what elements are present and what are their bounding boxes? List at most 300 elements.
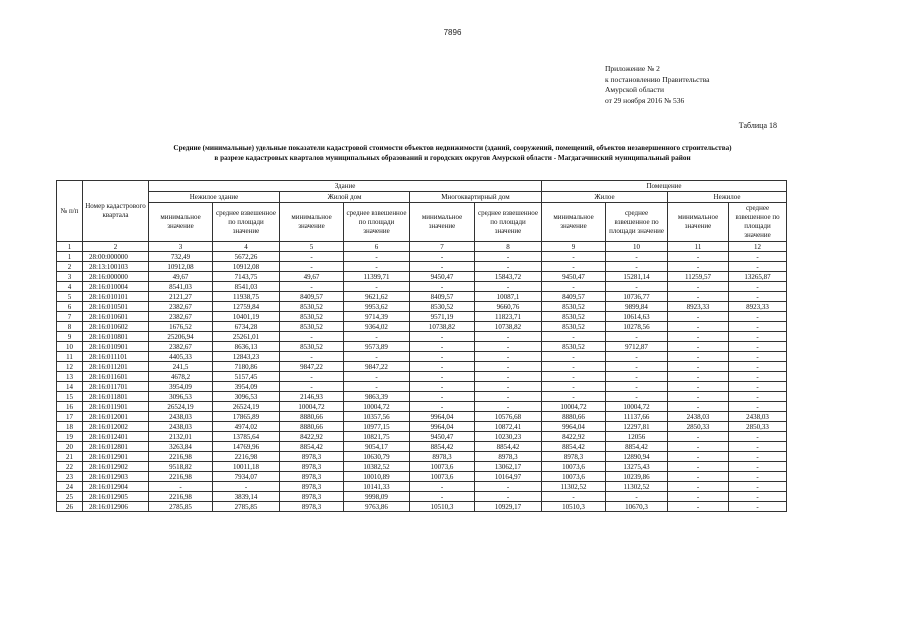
value-cell: - (668, 322, 729, 332)
value-cell: 10141,33 (344, 482, 410, 492)
col-number: 12 (729, 242, 787, 252)
quarter-cell: 28:00:000000 (83, 252, 149, 262)
document-title (100, 143, 805, 163)
value-cell: - (542, 492, 606, 502)
header-group: Нежилое здание (149, 192, 280, 203)
value-cell: 10670,3 (606, 502, 668, 512)
value-cell: 26524,19 (149, 402, 213, 412)
row-number-cell: 25 (57, 492, 83, 502)
value-cell: 8409,57 (280, 292, 344, 302)
value-cell: 3954,09 (149, 382, 213, 392)
value-cell: - (344, 262, 410, 272)
value-cell: 9054,17 (344, 442, 410, 452)
value-cell: - (606, 352, 668, 362)
value-cell: 6734,28 (213, 322, 280, 332)
value-cell: 8854,42 (606, 442, 668, 452)
value-cell: - (542, 382, 606, 392)
value-cell: 10821,75 (344, 432, 410, 442)
value-cell: 8978,3 (280, 452, 344, 462)
table-row (57, 352, 787, 362)
table-row (57, 372, 787, 382)
value-cell: 8978,3 (410, 452, 475, 462)
quarter-cell: 28:16:012001 (83, 412, 149, 422)
value-cell: 9450,47 (410, 432, 475, 442)
table-row (57, 472, 787, 482)
title-line: в разрезе кадастровых кварталов муниципальных образований и городских округов Амурской области - Магдагачинский муниципальный район (214, 154, 691, 162)
value-cell: 10912,08 (213, 262, 280, 272)
value-cell: 10004,72 (344, 402, 410, 412)
value-cell: - (668, 362, 729, 372)
row-number-cell: 22 (57, 462, 83, 472)
value-cell: 8530,52 (542, 342, 606, 352)
value-cell: - (606, 262, 668, 272)
value-cell: - (344, 372, 410, 382)
value-cell: 12056 (606, 432, 668, 442)
annex-line: Амурской области (605, 85, 664, 94)
value-cell: - (668, 442, 729, 452)
value-cell: 5157,45 (213, 372, 280, 382)
value-cell: - (280, 382, 344, 392)
value-cell: - (668, 252, 729, 262)
value-cell: 9899,84 (606, 302, 668, 312)
table-row (57, 502, 787, 512)
cadastral-value-table (56, 180, 787, 512)
table-row (57, 342, 787, 352)
value-cell: - (213, 482, 280, 492)
value-cell: - (606, 382, 668, 392)
quarter-cell: 28:16:012906 (83, 502, 149, 512)
annex-line: от 29 ноября 2016 № 536 (605, 95, 685, 105)
value-cell: 12297,81 (606, 422, 668, 432)
value-cell: - (410, 332, 475, 342)
value-cell: - (542, 332, 606, 342)
header-min: минимальное значение (668, 203, 729, 242)
value-cell: 10004,72 (280, 402, 344, 412)
value-cell: 2216,98 (149, 452, 213, 462)
value-cell: 9518,82 (149, 462, 213, 472)
value-cell: 10401,19 (213, 312, 280, 322)
value-cell: 8880,66 (280, 412, 344, 422)
value-cell: - (729, 382, 787, 392)
value-cell: - (729, 332, 787, 342)
value-cell: - (475, 362, 542, 372)
row-number-cell: 3 (57, 272, 83, 282)
value-cell: 8978,3 (280, 482, 344, 492)
header-premises: Помещение (542, 181, 787, 192)
value-cell: 11399,71 (344, 272, 410, 282)
quarter-cell: 28:16:011801 (83, 392, 149, 402)
table-row (57, 302, 787, 312)
value-cell: 11259,57 (668, 272, 729, 282)
row-number-cell: 17 (57, 412, 83, 422)
value-cell: 10239,86 (606, 472, 668, 482)
value-cell: 8530,52 (280, 322, 344, 332)
table-row (57, 322, 787, 332)
value-cell: 8530,52 (280, 342, 344, 352)
value-cell: - (280, 262, 344, 272)
value-cell: 2382,67 (149, 302, 213, 312)
value-cell: - (280, 372, 344, 382)
table-body (57, 252, 787, 512)
value-cell: 11938,75 (213, 292, 280, 302)
value-cell: 10738,82 (475, 322, 542, 332)
value-cell: - (606, 332, 668, 342)
value-cell: 3263,84 (149, 442, 213, 452)
value-cell: - (410, 392, 475, 402)
value-cell: - (475, 492, 542, 502)
quarter-cell: 28:16:010004 (83, 282, 149, 292)
value-cell: 2121,27 (149, 292, 213, 302)
row-number-cell: 21 (57, 452, 83, 462)
value-cell: 9660,76 (475, 302, 542, 312)
value-cell: 10382,52 (344, 462, 410, 472)
value-cell: 10073,6 (410, 462, 475, 472)
value-cell: - (729, 252, 787, 262)
quarter-cell: 28:16:010901 (83, 342, 149, 352)
value-cell: - (410, 262, 475, 272)
value-cell: 4405,33 (149, 352, 213, 362)
value-cell: 10929,17 (475, 502, 542, 512)
value-cell: 13275,43 (606, 462, 668, 472)
value-cell: 11302,52 (542, 482, 606, 492)
annex-block (605, 64, 709, 106)
value-cell: - (668, 352, 729, 362)
table-row (57, 402, 787, 412)
header-min: минимальное значение (280, 203, 344, 242)
row-number-cell: 2 (57, 262, 83, 272)
value-cell: 5672,26 (213, 252, 280, 262)
value-cell: 8422,92 (542, 432, 606, 442)
table-row (57, 272, 787, 282)
value-cell: - (668, 382, 729, 392)
value-cell: 8541,03 (149, 282, 213, 292)
value-cell: 8541,03 (213, 282, 280, 292)
header-avg: среднее взвешенное по площади значение (729, 203, 787, 242)
value-cell: - (542, 392, 606, 402)
value-cell: 9450,47 (410, 272, 475, 282)
value-cell: 9763,86 (344, 502, 410, 512)
table-row (57, 362, 787, 372)
quarter-cell: 28:16:011701 (83, 382, 149, 392)
col-number: 5 (280, 242, 344, 252)
quarter-cell: 28:16:012905 (83, 492, 149, 502)
quarter-cell: 28:16:012401 (83, 432, 149, 442)
value-cell: 1676,52 (149, 322, 213, 332)
value-cell: 8530,52 (542, 302, 606, 312)
value-cell: 10073,6 (542, 462, 606, 472)
value-cell: - (344, 252, 410, 262)
value-cell: 8530,52 (410, 302, 475, 312)
value-cell: 8978,3 (280, 472, 344, 482)
value-cell: - (410, 282, 475, 292)
value-cell: 2382,67 (149, 342, 213, 352)
value-cell: 49,67 (280, 272, 344, 282)
value-cell: 9621,62 (344, 292, 410, 302)
value-cell: - (410, 252, 475, 262)
header-group: Нежилое (668, 192, 787, 203)
value-cell: - (475, 382, 542, 392)
value-cell: 12843,23 (213, 352, 280, 362)
col-number: 1 (57, 242, 83, 252)
value-cell: 10011,18 (213, 462, 280, 472)
value-cell: - (542, 282, 606, 292)
quarter-cell: 28:16:012903 (83, 472, 149, 482)
value-cell: - (729, 502, 787, 512)
value-cell: - (344, 352, 410, 362)
value-cell: - (410, 372, 475, 382)
table-row (57, 292, 787, 302)
table-row (57, 282, 787, 292)
value-cell: - (475, 282, 542, 292)
table-row (57, 392, 787, 402)
value-cell: 9364,02 (344, 322, 410, 332)
annex-line: Приложение № 2 (605, 64, 660, 73)
table-row (57, 382, 787, 392)
value-cell: 3096,53 (149, 392, 213, 402)
value-cell: - (729, 402, 787, 412)
value-cell: 8854,42 (475, 442, 542, 452)
header-min: минимальное значение (410, 203, 475, 242)
col-number: 9 (542, 242, 606, 252)
value-cell: 10977,15 (344, 422, 410, 432)
header-group: Жилое (542, 192, 668, 203)
value-cell: 10357,56 (344, 412, 410, 422)
value-cell: 9953,62 (344, 302, 410, 312)
value-cell: - (606, 362, 668, 372)
value-cell: - (475, 262, 542, 272)
value-cell: - (668, 312, 729, 322)
table-row (57, 252, 787, 262)
quarter-cell: 28:13:100103 (83, 262, 149, 272)
value-cell: 8409,57 (542, 292, 606, 302)
header-group: Многоквартирный дом (410, 192, 542, 203)
table-row (57, 332, 787, 342)
value-cell: 8978,3 (542, 452, 606, 462)
value-cell: - (668, 332, 729, 342)
value-cell: 8923,33 (668, 302, 729, 312)
table-row (57, 412, 787, 422)
col-number: 6 (344, 242, 410, 252)
value-cell: 2216,98 (149, 472, 213, 482)
value-cell: 7143,75 (213, 272, 280, 282)
value-cell: 9450,47 (542, 272, 606, 282)
value-cell: - (410, 402, 475, 412)
value-cell: 10510,3 (410, 502, 475, 512)
value-cell: 17865,89 (213, 412, 280, 422)
value-cell: 2382,67 (149, 312, 213, 322)
quarter-cell: 28:16:012002 (83, 422, 149, 432)
value-cell: 14769,96 (213, 442, 280, 452)
col-number: 10 (606, 242, 668, 252)
quarter-cell: 28:16:010801 (83, 332, 149, 342)
value-cell: 8409,57 (410, 292, 475, 302)
row-number-cell: 20 (57, 442, 83, 452)
value-cell: - (149, 482, 213, 492)
value-cell: - (668, 342, 729, 352)
value-cell: - (729, 392, 787, 402)
value-cell: - (668, 502, 729, 512)
value-cell: 9571,19 (410, 312, 475, 322)
table-label: Таблица 18 (738, 121, 777, 130)
quarter-cell: 28:16:000000 (83, 272, 149, 282)
value-cell: - (729, 312, 787, 322)
value-cell: 732,49 (149, 252, 213, 262)
value-cell: - (344, 332, 410, 342)
value-cell: - (410, 342, 475, 352)
value-cell: - (475, 372, 542, 382)
table-row (57, 482, 787, 492)
value-cell: 8530,52 (542, 322, 606, 332)
row-number-cell: 8 (57, 322, 83, 332)
value-cell: 9964,04 (410, 422, 475, 432)
value-cell: - (729, 342, 787, 352)
col-number: 3 (149, 242, 213, 252)
value-cell: - (668, 262, 729, 272)
row-number-cell: 9 (57, 332, 83, 342)
table-row (57, 452, 787, 462)
value-cell: - (729, 372, 787, 382)
value-cell: 9847,22 (280, 362, 344, 372)
col-number: 11 (668, 242, 729, 252)
quarter-cell: 28:16:010101 (83, 292, 149, 302)
value-cell: - (668, 372, 729, 382)
row-number-cell: 4 (57, 282, 83, 292)
quarter-cell: 28:16:010602 (83, 322, 149, 332)
value-cell: 10278,56 (606, 322, 668, 332)
header-avg: среднее взвешенное по площади значение (213, 203, 280, 242)
value-cell: - (344, 382, 410, 392)
value-cell: - (729, 452, 787, 462)
value-cell: 241,5 (149, 362, 213, 372)
value-cell: 9714,39 (344, 312, 410, 322)
value-cell: 11302,52 (606, 482, 668, 492)
row-number-cell: 5 (57, 292, 83, 302)
row-number-cell: 1 (57, 252, 83, 262)
value-cell: 8854,42 (410, 442, 475, 452)
value-cell: - (668, 402, 729, 412)
row-number-cell: 10 (57, 342, 83, 352)
value-cell: - (280, 282, 344, 292)
table-row (57, 442, 787, 452)
col-number: 4 (213, 242, 280, 252)
value-cell: 10004,72 (542, 402, 606, 412)
value-cell: - (729, 432, 787, 442)
value-cell: - (729, 282, 787, 292)
header-min: минимальное значение (149, 203, 213, 242)
value-cell: 10576,68 (475, 412, 542, 422)
value-cell: - (606, 392, 668, 402)
value-cell: 10912,08 (149, 262, 213, 272)
value-cell: 8530,52 (542, 312, 606, 322)
value-cell: 8854,42 (542, 442, 606, 452)
value-cell: - (729, 492, 787, 502)
value-cell: 2132,01 (149, 432, 213, 442)
value-cell: - (542, 262, 606, 272)
value-cell: 9998,09 (344, 492, 410, 502)
row-number-cell: 18 (57, 422, 83, 432)
row-number-cell: 16 (57, 402, 83, 412)
value-cell: - (668, 392, 729, 402)
header-avg: среднее взвешенное по площади значение (344, 203, 410, 242)
header-group: Жилой дом (280, 192, 410, 203)
value-cell: - (475, 332, 542, 342)
value-cell: 8978,3 (280, 492, 344, 502)
value-cell: 11137,66 (606, 412, 668, 422)
value-cell: 4678,2 (149, 372, 213, 382)
value-cell: 25206,94 (149, 332, 213, 342)
value-cell: 3954,09 (213, 382, 280, 392)
row-number-cell: 15 (57, 392, 83, 402)
value-cell: 8880,66 (280, 422, 344, 432)
value-cell: 8530,52 (280, 312, 344, 322)
row-number-cell: 26 (57, 502, 83, 512)
value-cell: 10872,41 (475, 422, 542, 432)
row-number-cell: 23 (57, 472, 83, 482)
row-number-cell: 7 (57, 312, 83, 322)
value-cell: 25261,01 (213, 332, 280, 342)
value-cell: - (668, 432, 729, 442)
quarter-cell: 28:16:010501 (83, 302, 149, 312)
value-cell: 9863,39 (344, 392, 410, 402)
value-cell: - (606, 282, 668, 292)
value-cell: - (729, 322, 787, 332)
value-cell: - (410, 382, 475, 392)
value-cell: 10004,72 (606, 402, 668, 412)
value-cell: 8978,3 (280, 502, 344, 512)
quarter-cell: 28:16:012901 (83, 452, 149, 462)
value-cell: 8923,33 (729, 302, 787, 312)
value-cell: 10738,82 (410, 322, 475, 332)
value-cell: - (280, 252, 344, 262)
value-cell: - (668, 492, 729, 502)
quarter-cell: 28:16:011101 (83, 352, 149, 362)
value-cell: 7934,07 (213, 472, 280, 482)
value-cell: - (668, 472, 729, 482)
value-cell: 2438,03 (729, 412, 787, 422)
page-number: 7896 (443, 28, 462, 37)
value-cell: 11823,71 (475, 312, 542, 322)
value-cell: - (410, 492, 475, 502)
value-cell: 12890,94 (606, 452, 668, 462)
value-cell: - (280, 332, 344, 342)
value-cell: - (410, 362, 475, 372)
value-cell: 13785,64 (213, 432, 280, 442)
table-row (57, 262, 787, 272)
value-cell: - (475, 482, 542, 492)
value-cell: - (729, 442, 787, 452)
value-cell: - (542, 252, 606, 262)
value-cell: 10230,23 (475, 432, 542, 442)
header-quarter: Номер кадастрового квартала (83, 181, 149, 242)
col-number: 2 (83, 242, 149, 252)
value-cell: 10087,1 (475, 292, 542, 302)
row-number-cell: 6 (57, 302, 83, 312)
header-num: № п/п (57, 181, 83, 242)
value-cell: 10164,97 (475, 472, 542, 482)
value-cell: - (475, 252, 542, 262)
value-cell: 10010,89 (344, 472, 410, 482)
quarter-cell: 28:16:011601 (83, 372, 149, 382)
row-number-cell: 24 (57, 482, 83, 492)
col-number: 8 (475, 242, 542, 252)
value-cell: - (668, 462, 729, 472)
value-cell: 12759,84 (213, 302, 280, 312)
value-cell: 10510,3 (542, 502, 606, 512)
value-cell: 2850,33 (729, 422, 787, 432)
value-cell: - (729, 352, 787, 362)
value-cell: 2438,03 (668, 412, 729, 422)
value-cell: 15843,72 (475, 272, 542, 282)
